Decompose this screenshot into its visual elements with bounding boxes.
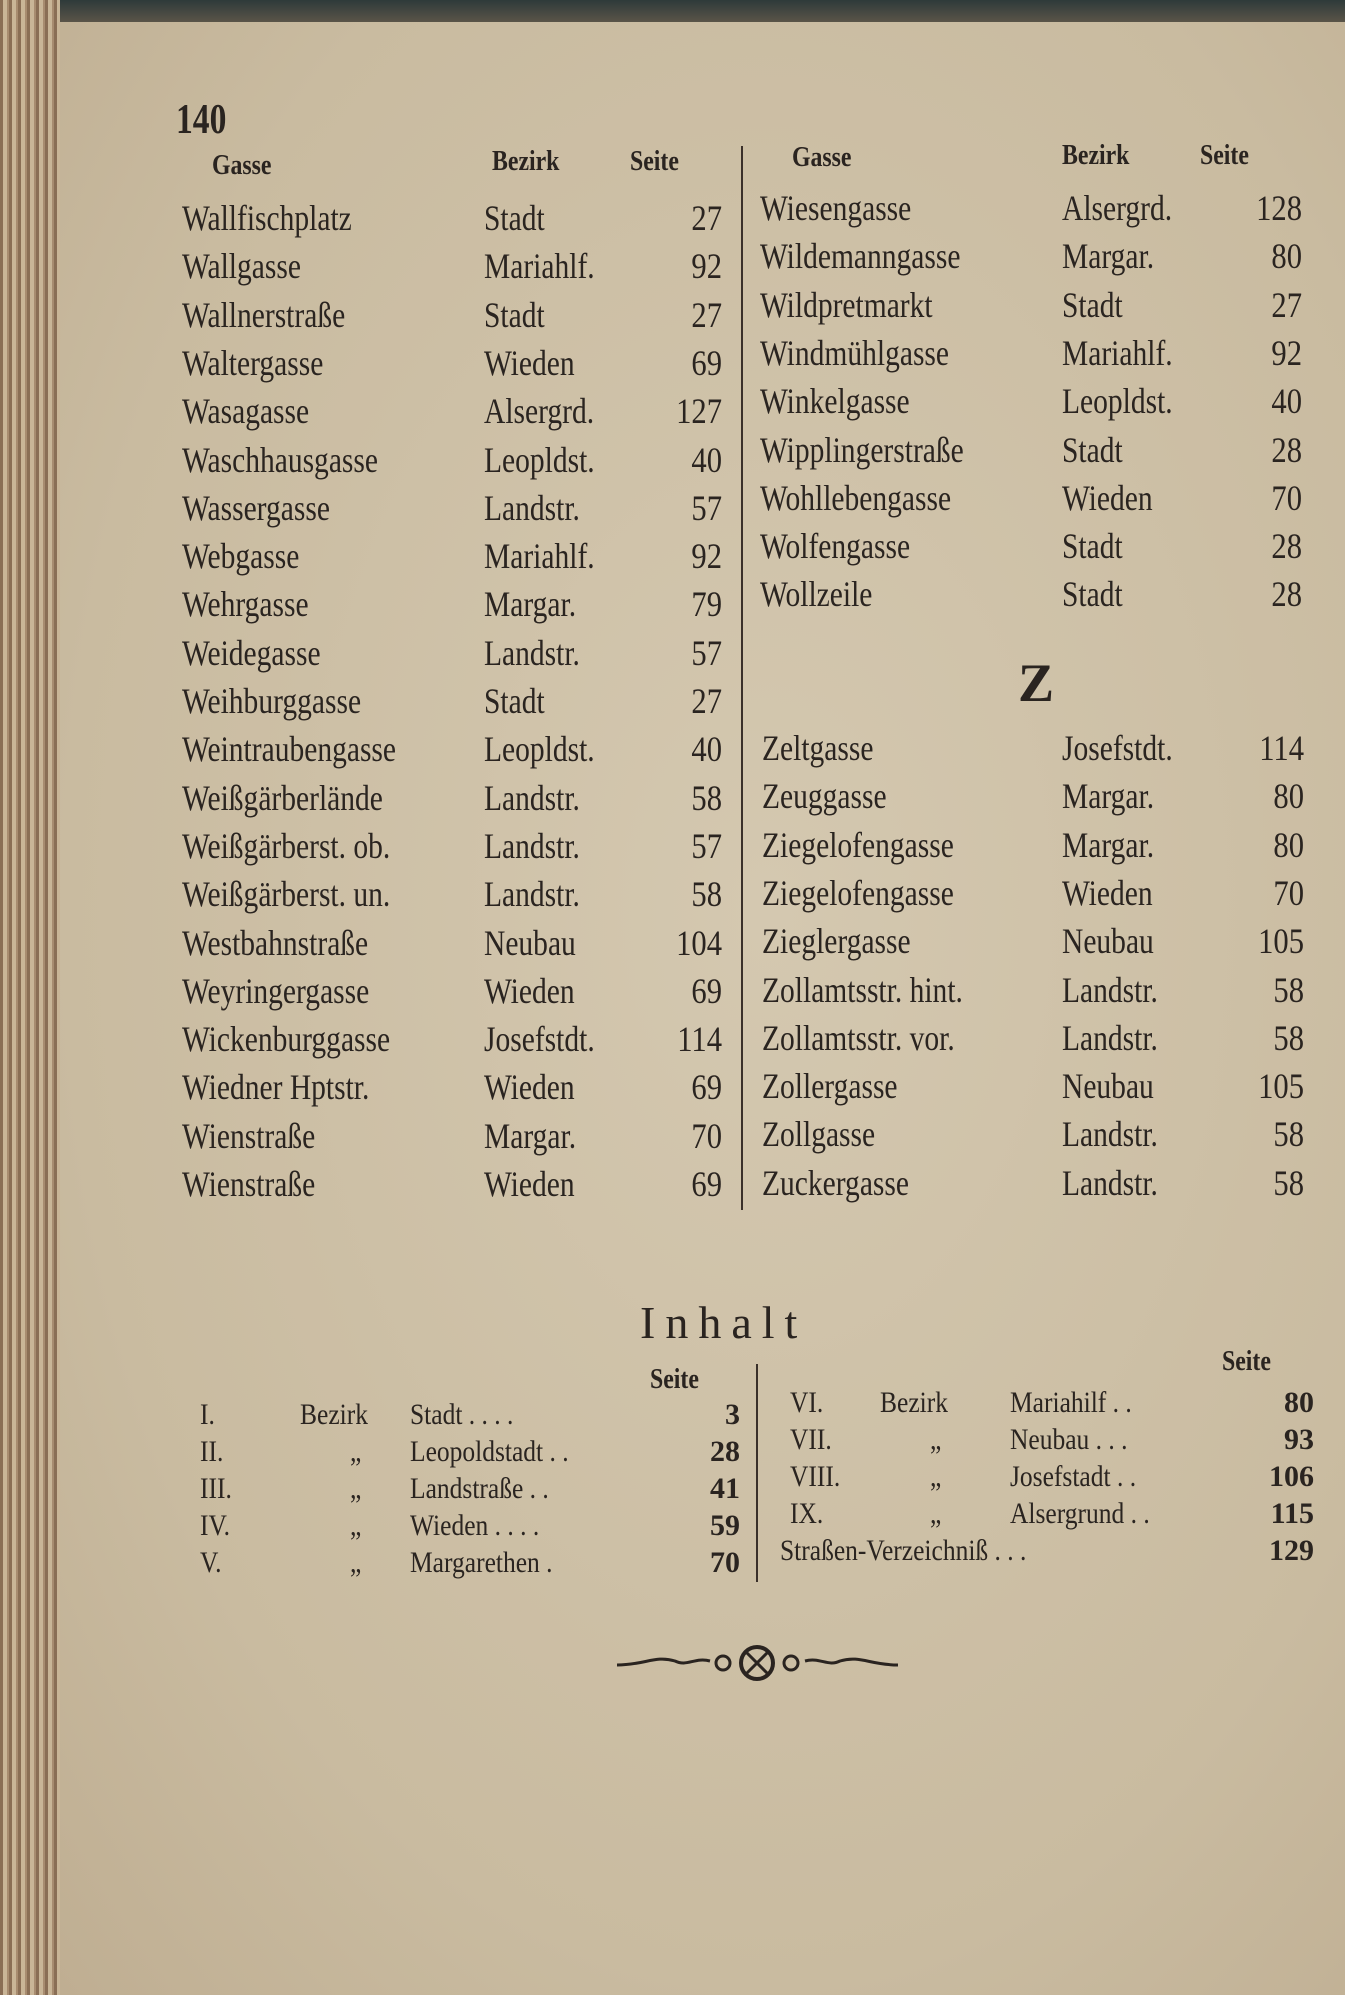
contents-page: 70 [710, 1546, 740, 1579]
contents-page: 59 [710, 1509, 740, 1542]
page-ref: 28 [1271, 526, 1302, 567]
district-name: Stadt [1062, 526, 1123, 567]
street-name: Ziegelofengasse [762, 872, 954, 913]
district-name: Josefstdt. [1062, 728, 1173, 768]
district-name: Mariahlf. [484, 246, 595, 287]
district-name: Landstr. [1062, 969, 1158, 1010]
contents-name: Alsergrund . . [1010, 1497, 1150, 1530]
contents-page: 129 [1269, 1534, 1314, 1567]
street-name: Wiesengasse [760, 188, 912, 228]
page-ref: 80 [1273, 824, 1304, 865]
district-name: Leopldst. [1062, 381, 1173, 422]
district-prefix: „ [930, 1497, 942, 1530]
district-name: Alsergrd. [484, 391, 595, 432]
contents-page: 106 [1269, 1460, 1314, 1493]
street-name: Weintraubengasse [182, 729, 397, 770]
street-name: Zuckergasse [762, 1162, 909, 1203]
street-name: Waltergasse [182, 342, 324, 383]
district-name: Stadt [1062, 429, 1123, 470]
district-name: Stadt [484, 681, 545, 721]
contents-page: 115 [1270, 1497, 1314, 1530]
page-ref: 58 [1273, 1017, 1304, 1058]
district-name: Margar. [1062, 236, 1155, 277]
street-name: Zollamtsstr. vor. [762, 1017, 955, 1058]
district-name: Mariahlf. [484, 536, 595, 577]
district-prefix: „ [930, 1460, 942, 1493]
street-name: Wickenburggasse [182, 1019, 391, 1060]
district-name: Wieden [484, 970, 575, 1011]
page-ref: 27 [691, 294, 722, 335]
contents-page-header-left: Seite [650, 1364, 699, 1395]
page-ref: 27 [691, 681, 722, 721]
street-name: Zeuggasse [762, 776, 887, 817]
district-name: Stadt [484, 198, 545, 238]
contents-name: Landstraße . . [410, 1472, 549, 1505]
district-name: Landstr. [484, 777, 580, 818]
page-ref: 69 [691, 970, 722, 1011]
page-ref: 105 [1258, 921, 1304, 962]
street-name: Wassergasse [182, 487, 330, 528]
column-divider [741, 146, 743, 1210]
header-page: Seite [630, 146, 679, 177]
district-name: Neubau [1062, 921, 1154, 962]
street-name: Wallgasse [182, 246, 301, 287]
page-ref: 114 [677, 1019, 722, 1060]
street-name: Wildemanngasse [760, 236, 961, 277]
district-name: Margar. [1062, 824, 1155, 865]
page-ref: 104 [676, 922, 722, 963]
street-name: Zieglergasse [762, 921, 911, 962]
roman-numeral: V. [200, 1546, 222, 1579]
page-ref: 79 [691, 584, 722, 625]
contents-page: 41 [710, 1472, 740, 1505]
ornament-flourish [615, 1645, 900, 1681]
street-name: Wildpretmarkt [760, 284, 933, 325]
street-name: Webgasse [182, 536, 300, 577]
street-name: Ziegelofengasse [762, 824, 954, 865]
page-ref: 28 [1271, 574, 1302, 615]
page-ref: 58 [691, 777, 722, 818]
contents-page: 80 [1284, 1386, 1314, 1419]
district-name: Wieden [484, 1164, 575, 1204]
street-name: Wasagasse [182, 391, 310, 432]
page-ref: 58 [691, 874, 722, 915]
street-name: Wienstraße [182, 1115, 316, 1156]
page-ref: 69 [691, 1164, 722, 1204]
district-name: Stadt [484, 294, 545, 335]
page-ref: 128 [1256, 188, 1302, 228]
page-ref: 92 [691, 246, 722, 287]
district-name: Stadt [1062, 284, 1123, 325]
district-name: Wieden [1062, 872, 1153, 913]
roman-numeral: VII. [790, 1423, 832, 1456]
page-ref: 70 [691, 1115, 722, 1156]
street-name: Zollergasse [762, 1066, 898, 1107]
page-ref: 105 [1258, 1066, 1304, 1107]
roman-numeral: IX. [790, 1497, 824, 1530]
page-ref: 92 [1271, 332, 1302, 373]
page-ref: 58 [1273, 1114, 1304, 1155]
contents-page: 28 [710, 1435, 740, 1468]
page-ref: 80 [1271, 236, 1302, 277]
district-name: Leopldst. [484, 729, 595, 770]
district-name: Margar. [1062, 776, 1155, 817]
district-name: Neubau [1062, 1066, 1154, 1107]
contents-name: Mariahilf . . [1010, 1386, 1132, 1419]
roman-numeral: VIII. [790, 1460, 841, 1493]
contents-page-header-right: Seite [1222, 1346, 1271, 1377]
roman-numeral: I. [200, 1398, 215, 1431]
district-name: Alsergrd. [1062, 188, 1173, 228]
contents-name: Josefstadt . . [1010, 1460, 1137, 1493]
page-ref: 58 [1273, 969, 1304, 1010]
street-name: Weyringergasse [182, 970, 370, 1011]
contents-name: Neubau . . . [1010, 1423, 1128, 1456]
contents-page: 3 [725, 1398, 740, 1431]
district-name: Landstr. [484, 825, 580, 866]
page-ref: 27 [1271, 284, 1302, 325]
district-prefix: „ [930, 1423, 942, 1456]
street-name: Weißgärberst. ob. [182, 825, 391, 866]
page-ref: 69 [691, 342, 722, 383]
street-name: Wohllebengasse [760, 477, 952, 518]
roman-numeral: II. [200, 1435, 224, 1468]
district-prefix: „ [350, 1472, 362, 1505]
district-prefix: „ [350, 1435, 362, 1468]
street-name: Wallfischplatz [182, 198, 352, 238]
page-ref: 114 [1259, 728, 1304, 768]
district-name: Landstr. [1062, 1114, 1158, 1155]
contents-page: 93 [1284, 1423, 1314, 1456]
page-ref: 57 [691, 632, 722, 673]
page-ref: 40 [691, 729, 722, 770]
page-ref: 28 [1271, 429, 1302, 470]
page-ref: 69 [691, 1067, 722, 1108]
street-name: Wipplingerstraße [760, 429, 964, 470]
district-name: Leopldst. [484, 439, 595, 480]
district-name: Margar. [484, 584, 577, 625]
street-name: Wollzeile [760, 574, 873, 615]
street-name: Zollamtsstr. hint. [762, 969, 963, 1010]
district-name: Landstr. [1062, 1162, 1158, 1203]
district-name: Josefstdt. [484, 1019, 595, 1060]
district-name: Wieden [484, 342, 575, 383]
district-prefix: Bezirk [880, 1386, 948, 1419]
district-prefix: „ [350, 1509, 362, 1542]
page-ref: 127 [676, 391, 722, 432]
street-name: Wehrgasse [182, 584, 309, 625]
page-ref: 80 [1273, 776, 1304, 817]
district-name: Landstr. [484, 487, 580, 528]
page-ref: 70 [1271, 477, 1302, 518]
contents-title: Inhalt [640, 1297, 808, 1348]
street-name: Wallnerstraße [182, 294, 346, 335]
district-name: Landstr. [1062, 1017, 1158, 1058]
street-name: Windmühlgasse [760, 332, 950, 373]
page-ref: 57 [691, 825, 722, 866]
page-ref: 40 [691, 439, 722, 480]
header-page-right: Seite [1200, 140, 1249, 171]
page-number: 140 [176, 97, 227, 143]
street-name: Zeltgasse [762, 728, 874, 768]
roman-numeral: IV. [200, 1509, 231, 1542]
page-ref: 27 [691, 198, 722, 238]
district-prefix: Bezirk [300, 1398, 368, 1431]
page-ref: 92 [691, 536, 722, 577]
book-cover-edge [0, 0, 1345, 22]
district-name: Wieden [484, 1067, 575, 1108]
street-name: Weißgärberst. un. [182, 874, 391, 915]
contents-name: Stadt . . . . [410, 1398, 514, 1431]
contents-divider [756, 1364, 758, 1582]
street-name: Waschhausgasse [182, 439, 379, 480]
page-ref: 70 [1273, 872, 1304, 913]
roman-numeral: VI. [790, 1386, 824, 1419]
district-name: Margar. [484, 1115, 577, 1156]
district-name: Landstr. [484, 632, 580, 673]
street-name: Wiedner Hptstr. [182, 1067, 370, 1108]
district-name: Mariahlf. [1062, 332, 1173, 373]
page-ref: 58 [1273, 1162, 1304, 1203]
page-stack-edge [0, 0, 60, 1995]
street-name: Weißgärberlände [182, 777, 383, 818]
roman-numeral: III. [200, 1472, 232, 1505]
header-district-right: Bezirk [1062, 140, 1130, 171]
contents-name: Margarethen . [410, 1546, 553, 1579]
street-name: Weihburggasse [182, 681, 362, 721]
contents-name: Leopoldstadt . . [410, 1435, 569, 1468]
street-name: Westbahnstraße [182, 922, 369, 963]
district-name: Landstr. [484, 874, 580, 915]
street-name: Weidegasse [182, 632, 321, 673]
street-name: Winkelgasse [760, 381, 910, 422]
district-name: Neubau [484, 922, 576, 963]
contents-name: Wieden . . . . [410, 1509, 540, 1542]
district-prefix: „ [350, 1546, 362, 1579]
street-name: Wolfengasse [760, 526, 911, 567]
page-ref: 57 [691, 487, 722, 528]
street-name: Zollgasse [762, 1114, 876, 1155]
page-ref: 40 [1271, 381, 1302, 422]
header-street-right: Gasse [792, 142, 852, 173]
header-street: Gasse [212, 150, 272, 181]
district-name: Stadt [1062, 574, 1123, 615]
street-name: Wienstraße [182, 1164, 316, 1204]
header-district: Bezirk [492, 146, 560, 177]
section-letter: Z [1018, 653, 1055, 713]
contents-name: Straßen-Verzeichniß . . . [780, 1534, 1027, 1567]
district-name: Wieden [1062, 477, 1153, 518]
